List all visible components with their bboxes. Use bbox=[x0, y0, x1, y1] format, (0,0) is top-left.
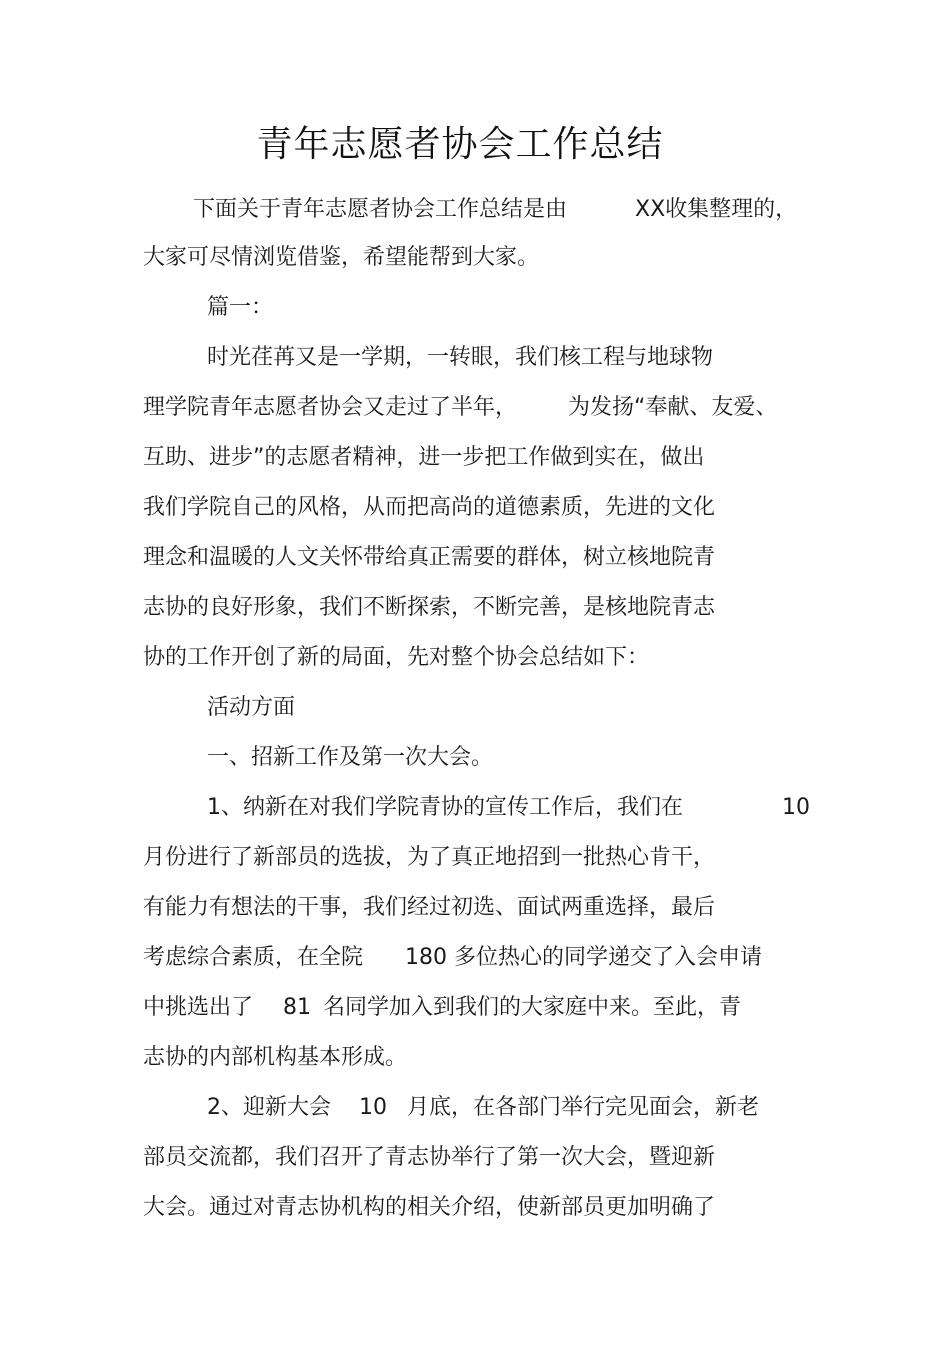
item1-1-line-5-c: 名同学加入到我们的大家庭中来。至此，青 bbox=[323, 995, 742, 1020]
para1-line-4: 我们学院自己的风格，从而把高尚的道德素质，先进的文化 bbox=[143, 495, 716, 520]
item1-2-line-1-c: 月底，在各部门举行完见面会，新老 bbox=[407, 1095, 760, 1120]
document-title: 青年志愿者协会工作总结 bbox=[256, 124, 664, 165]
item1-2-line-1-a: 2、迎新大会 bbox=[207, 1095, 331, 1120]
intro-source: XX收集整理的， bbox=[635, 197, 798, 222]
para1-line-1: 时光荏苒又是一学期，一转眼，我们核工程与地球物 bbox=[207, 345, 714, 370]
para1-line-2-b: 为发扬“奉献、友爱、 bbox=[568, 395, 778, 420]
intro-line-2: 大家可尽情浏览借鉴，希望能帮到大家。 bbox=[143, 245, 540, 270]
para1-line-3: 互助、进步”的志愿者精神，进一步把工作做到实在，做出 bbox=[143, 445, 705, 470]
item1-1-line-5-a: 中挑选出了 bbox=[143, 995, 254, 1020]
item1-2-line-3: 大会。通过对青志协机构的相关介绍，使新部员更加明确了 bbox=[143, 1195, 716, 1220]
item1-1-line-6: 志协的内部机构基本形成。 bbox=[143, 1045, 408, 1070]
intro-text: 下面关于青年志愿者协会工作总结是由 bbox=[193, 197, 568, 222]
item1-1-line-1-b: 10 bbox=[782, 795, 810, 820]
para1-line-6: 志协的良好形象，我们不断探索，不断完善，是核地院青志 bbox=[143, 595, 716, 620]
item1-1-line-5-b: 81 bbox=[283, 995, 311, 1020]
item1-2-line-2: 部员交流都，我们召开了青志协举行了第一次大会，暨迎新 bbox=[143, 1145, 716, 1170]
item1-1-line-4-b: 180 多位热心的同学递交了入会申请 bbox=[405, 945, 762, 970]
item1-heading: 一、招新工作及第一次大会。 bbox=[207, 745, 494, 770]
para1-line-2-a: 理学院青年志愿者协会又走过了半年， bbox=[143, 395, 518, 420]
para1-line-5: 理念和温暖的人文关怀带给真正需要的群体，树立核地院青 bbox=[143, 545, 716, 570]
section-label: 篇一： bbox=[207, 295, 274, 320]
item1-1-line-1-a: 1、纳新在对我们学院青协的宣传工作后，我们在 bbox=[207, 795, 683, 820]
activities-heading: 活动方面 bbox=[207, 695, 296, 720]
item1-1-line-2: 月份进行了新部员的选拔，为了真正地招到一批热心肯干， bbox=[143, 845, 716, 870]
item1-1-line-4-a: 考虑综合素质，在全院 bbox=[143, 945, 364, 970]
item1-2-line-1-b: 10 bbox=[359, 1095, 387, 1120]
item1-1-line-3: 有能力有想法的干事，我们经过初选、面试两重选择，最后 bbox=[143, 895, 716, 920]
para1-line-7: 协的工作开创了新的局面，先对整个协会总结如下： bbox=[143, 645, 650, 670]
